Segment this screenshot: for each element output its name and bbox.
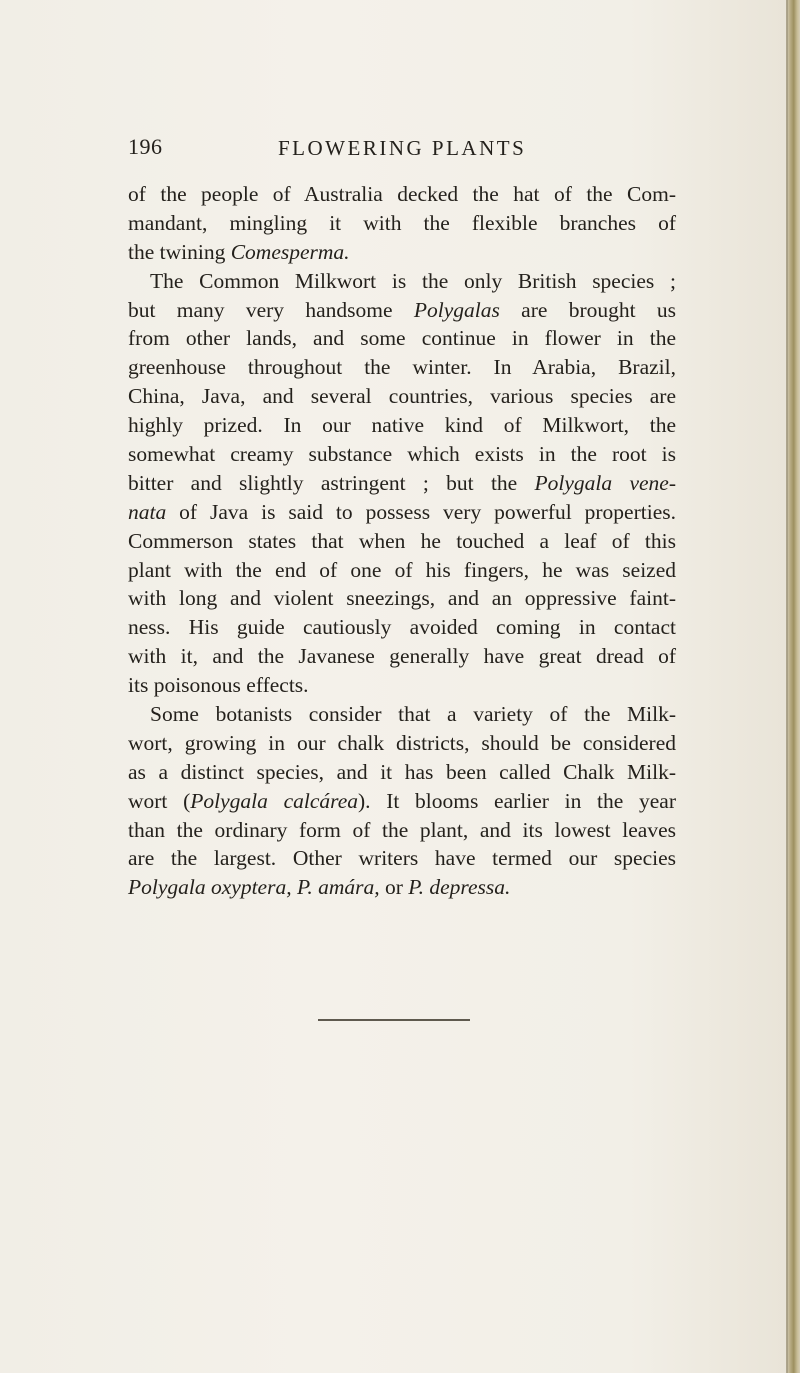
text-line [128, 816, 676, 845]
page-number: 196 [128, 134, 163, 159]
text-line [128, 498, 676, 527]
text-segment: ness. His guide cautiously avoided coming in contact [128, 615, 676, 640]
text-line [128, 353, 676, 382]
text-segment: Commerson states that when he touched a leaf of this [128, 528, 676, 553]
text-line [128, 209, 676, 238]
text-line [128, 671, 676, 700]
text-segment: with it, and the Javanese generally have great dread of [128, 644, 676, 669]
text-segment: ). It blooms earlier in the year [358, 788, 676, 813]
italic-segment: Polygala oxyptera, P. amára, [128, 875, 380, 900]
text-segment: are the largest. Other writers have termed our species [128, 846, 676, 871]
text-line [128, 440, 676, 469]
spine-shadow [786, 0, 788, 1373]
text-line [128, 324, 676, 353]
text-line [128, 556, 676, 585]
text-segment: its poisonous effects. [128, 673, 309, 698]
text-segment: highly prized. In our native kind of Milkwort, the [128, 413, 676, 438]
italic-segment: Polygala calcárea [190, 788, 358, 813]
text-segment: Some botanists consider that a variety of the Milk- [150, 702, 676, 727]
body-text [128, 180, 676, 902]
text-segment: wort, growing in our chalk districts, should be considered [128, 730, 676, 755]
italic-segment: Polygalas [413, 297, 500, 322]
text-segment: of Java is said to possess very powerful properties. [166, 499, 676, 524]
text-segment: of the people of Australia decked the hat of the Com- [128, 182, 676, 206]
text-line [128, 613, 676, 642]
text-segment: are brought us [499, 297, 676, 322]
text-segment: as a distinct species, and it has been called Chalk Milk- [128, 759, 676, 784]
text-segment: from other lands, and some continue in flower in the [128, 326, 676, 351]
italic-segment: Comesperma. [230, 239, 350, 264]
text-segment: mandant, mingling it with the flexible branches of [128, 210, 676, 235]
text-segment: or [379, 875, 409, 900]
italic-segment: nata [128, 499, 167, 524]
text-segment: with long and violent sneezings, and an oppressive faint- [128, 586, 676, 611]
text-segment: somewhat creamy substance which exists in the root is [128, 442, 676, 467]
text-segment: plant with the end of one of his fingers, he was seized [128, 557, 676, 582]
section-rule [318, 1019, 470, 1021]
text-line [128, 411, 676, 440]
text-segment: China, Java, and several countries, various species are [128, 384, 676, 409]
text-line [128, 180, 676, 209]
page-header [128, 134, 676, 168]
text-line [128, 700, 676, 729]
text-line [128, 382, 676, 411]
text-segment: wort ( [128, 788, 191, 813]
text-segment: but many very handsome [128, 297, 414, 322]
text-segment: bitter and slightly astringent ; but the [128, 470, 535, 495]
text-line [128, 758, 676, 787]
text-line [128, 238, 676, 267]
text-line [128, 469, 676, 498]
text-line [128, 584, 676, 613]
text-line [128, 873, 676, 902]
text-line [128, 527, 676, 556]
text-line [128, 787, 676, 816]
text-segment: The Common Milkwort is the only British species ; [150, 268, 676, 293]
text-segment: greenhouse throughout the winter. In Arabia, Brazil, [128, 355, 676, 380]
text-segment: the twining [128, 239, 231, 264]
text-line [128, 729, 676, 758]
running-head: FLOWERING PLANTS [278, 136, 527, 160]
text-line [128, 296, 676, 325]
text-line [128, 267, 676, 296]
book-spine-edge [786, 0, 800, 1373]
text-line [128, 642, 676, 671]
text-line [128, 844, 676, 873]
italic-segment: P. depressa. [408, 875, 511, 900]
italic-segment: Polygala vene- [534, 470, 676, 495]
text-segment: than the ordinary form of the plant, and its lowest leaves [128, 817, 676, 842]
